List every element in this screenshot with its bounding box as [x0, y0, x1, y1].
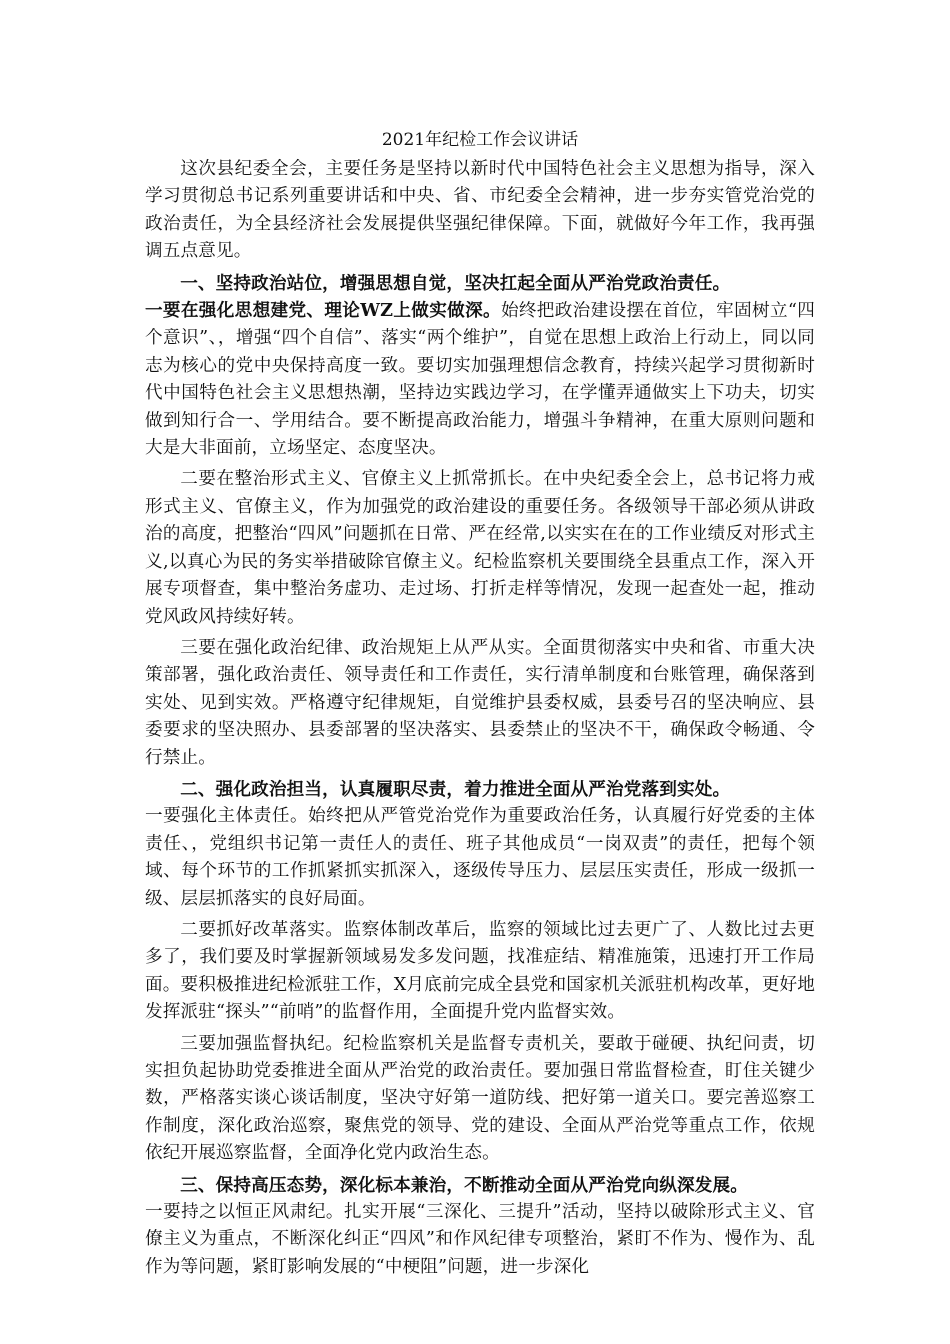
section-2-paragraph-1: 一要强化主体责任。始终把从严管党治党作为重要政治任务，认真履行好党委的主体责任、，党组织书记第一责任人的责任、班子其他成员“一岗双责”的责任，把每个领域、每个环节的工作抓紧抓实抓深入，逐级传导压力、层层压实责任，形成一级抓一级、层层抓落实的良好局面。: [145, 806, 815, 909]
document-page: [145, 128, 815, 1285]
section-3-paragraph-1: 一要持之以恒正风肃纪。扎实开展“三深化、三提升”活动，坚持以破除形式主义、官僚主义为重点，不断深化纠正“四风”和作风纪律专项整治，紧盯不作为、慢作为、乱作为等问题，紧盯影响发展的“中梗阻”问题，进一步深化: [145, 1202, 815, 1277]
section-1-body: 始终把政治建设摆在首位，牢固树立“四个意识”、，增强“四个自信”、落实“两个维护”，自觉在思想上政治上行动上，同以同志为核心的党中央保持高度一致。要切实加强理想信念教育，持续兴起学习贯彻新时代中国特色社会主义思想热潮，坚持边实践边学习，在学懂弄通做实上下功夫，切实做到知行合一、学用结合。要不断提高政治能力，增强斗争精神，在重大原则问题和大是大非面前，立场坚定、态度坚决。: [145, 301, 815, 459]
section-1-paragraph-2: 二要在整治形式主义、官僚主义上抓常抓长。在中央纪委全会上，总书记将力戒形式主义、官僚主义，作为加强党的政治建设的重要任务。各级领导干部必须从讲政治的高度，把整治“四风”问题抓在日常、严在经常,以实实在在的工作业绩反对形式主义,以真心为民的务实举措破除官僚主义。纪检监察机关要围绕全县重点工作，深入开展专项督查，集中整治务虚功、走过场、打折走样等情况，发现一起查处一起，推动党风政风持续好转。: [145, 469, 815, 627]
section-1-block: [145, 270, 815, 463]
section-1-lead: 一要在强化思想建党、理论WZ上做实做深。: [145, 300, 501, 322]
section-2-heading: 二、强化政治担当，认真履职尽责，着力推进全面从严治党落到实处。: [180, 778, 731, 800]
section-3-heading: 三、保持高压态势，深化标本兼治，不断推动全面从严治党向纵深发展。: [180, 1174, 748, 1196]
section-2-block: [145, 776, 815, 913]
section-2-paragraph-2: 二要抓好改革落实。监察体制改革后，监察的领域比过去更广了、人数比过去更多了，我们要及时掌握新领域易发多发问题，找准症结、精准施策，迅速打开工作局面。要积极推进纪检派驻工作，X月底前完成全县党和国家机关派驻机构改革，更好地发挥派驻“探头”“前哨”的监督作用，全面提升党内监督实效。: [145, 919, 815, 1023]
intro-paragraph: 这次县纪委全会，主要任务是坚持以新时代中国特色社会主义思想为指导，深入学习贯彻总书记系列重要讲话和中央、省、市纪委全会精神，进一步夯实管党治党的政治责任，为全县经济社会发展提供坚强纪律保障。下面，就做好今年工作，我再强调五点意见。: [145, 159, 815, 262]
section-1-paragraph-3: 三要在强化政治纪律、政治规矩上从严从实。全面贯彻落实中央和省、市重大决策部署，强化政治责任、领导责任和工作责任，实行清单制度和台账管理，确保落到实处、见到实效。严格遵守纪律规矩，自觉维护县委权威，县委号召的坚决响应、县委要求的坚决照办、县委部署的坚决落实、县委禁止的坚决不干，确保政令畅通、令行禁止。: [145, 637, 815, 768]
section-2-paragraph-3: 三要加强监督执纪。纪检监察机关是监督专责机关，要敢于碰硬、执纪问责，切实担负起协助党委推进全面从严治党的政治责任。要加强日常监督检查，盯住关键少数，严格落实谈心谈话制度，坚决守好第一道防线、把好第一道关口。要完善巡察工作制度，深化政治巡察，聚焦党的领导、党的建设、全面从严治党等重点工作，依规依纪开展巡察监督，全面净化党内政治生态。: [145, 1033, 815, 1164]
section-1-heading: 一、坚持政治站位，增强思想自觉，坚决扛起全面从严治党政治责任。: [180, 272, 731, 294]
section-3-block: [145, 1172, 815, 1282]
document-title: 2021年纪检工作会议讲话: [381, 130, 579, 150]
